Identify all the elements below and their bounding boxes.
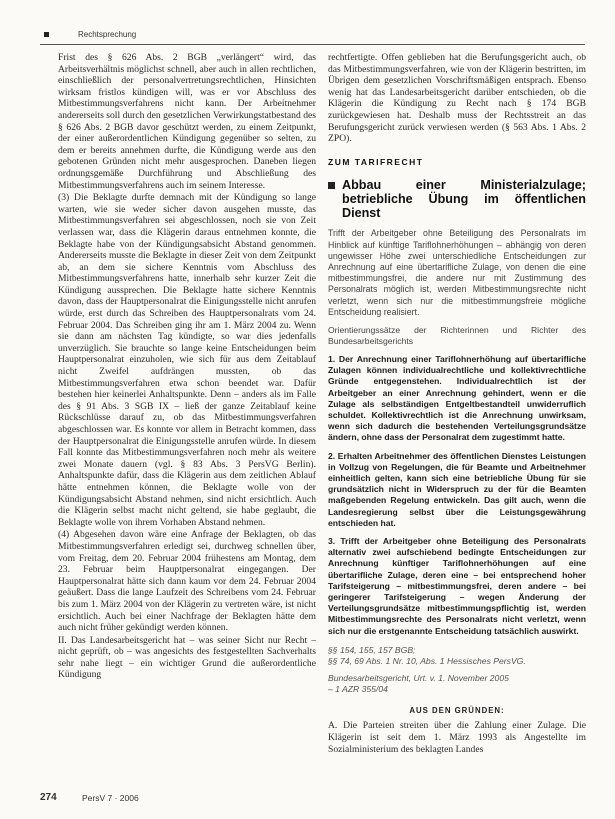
article-title-text: Abbau einer Ministerialzulage; betriebliche Übung im öffentlichen Dienst: [342, 178, 586, 221]
headnote: 3. Trifft der Arbeitgeber ohne Beteiligung des Personalrats alternativ zwei aufschiebend bedingte Entscheidungen zur Anrechnung künftiger Tariflohnerhöhungen auf eine übertarifliche Zulage, deren eine – bei entsprechend hoher Tarifsteigerung – mitbestimmungsfrei, deren andere – bei geringerer Tarifsteigerung – wegen Änderung der Verteilungsgrundsätze mitbestimmungspflichtig ist, werden Mitbestimmungsrechte des Personalrats nicht verletzt, wenn sich nur die erstgenannte Entscheidung tatsächlich auswirkt.: [328, 536, 586, 636]
page-footer: [40, 792, 585, 806]
right-top-paragraph: rechtfertigte. Offen geblieben hat die Berufungsgericht auch, ob das Mitbestimmungsverfahren, wie von der Klägerin bestritten, im Übrigen dem gesetzlichen Vorschriftsmäßigen entsprach. Ebenso wenig hat das Landesarbeitsgericht darüber entschieden, ob die Klägerin die Kündigung zu Recht nach § 174 BGB zurückgewiesen hat. Deshalb muss der Rechtsstreit an das Berufungsgericht zurück verwiesen werden (§ 563 Abs. 1 Abs. 2 ZPO).: [328, 52, 586, 145]
left-paragraph: (4) Abgesehen davon wäre eine Anfrage der Beklagten, ob das Mitbestimmungsverfahren erledigt sei, durchweg schnellen über, vom Freitag, dem 20. Februar 2004 frühestens am Montag, dem 23. Februar beim Hauptpersonalrat eingegangen. Der Hauptpersonalrat hätte sich dann kaum vor dem 24. Februar 2004 geäußert. Dass die lange Laufzeit des Schreibens vom 24. Februar bis zum 1. März 2004 von der Klägerin zu vertreten wäre, ist nicht ersichtlich. Auch bei einer Nachfrage der Beklagten hätte dem auch nicht früher gekündigt werden können.: [58, 529, 316, 634]
headnote: 2. Erhalten Arbeitnehmer des öffentlichen Dienstes Leistungen in Vollzug von Regelungen, die für Beamte und Arbeitnehmer einheitlich gelten, kann sich eine betriebliche Übung für sie grundsätzlich nicht in Widerspruch zu der für die Beamten maßgebenden Regelung entwickeln. Das gilt auch, wenn die Landesregierung selbst über die Leistungsgewährung entschieden hat.: [328, 450, 586, 528]
court-line: Bundesarbeitsgericht, Urt. v. 1. November 2005: [328, 672, 509, 683]
grounds-label: AUS DEN GRÜNDEN:: [409, 705, 505, 715]
article-title: [328, 178, 586, 220]
statute-line: §§ 154, 155, 157 BGB;: [328, 644, 416, 655]
left-paragraph: (3) Die Beklagte durfte demnach mit der Kündigung so lange warten, wie sie weder sicher davon ausgehen musste, das Mitbestimmungsverfahren sei abgeschlossen, noch sie von Zeit verlassen war, dass die Klägerin daraus entnehmen konnte, die Beklagte habe von der Kündigungsabsicht Abstand genommen. Andererseits musste die Beklagte in dieser Zeit von dem Zeitpunkt ab, an dem sie sichere Kenntnis vom Abschluss des Mitbestimmungsverfahrens hatte, innerhalb sehr kurzer Zeit die Kündigung aussprechen. Die Beklagte hatte sichere Kenntnis davon, dass der Hauptpersonalrat die Einigungsstelle nicht anrufen würde, erst durch das Schreiben des Hauptpersonalrats vom 24. Februar 2004. Das Schreiben ging ihr am 1. März 2004 zu. Wenn sie dann am nächsten Tag kündigte, so war dies jedenfalls unverzüglich. Sie brauchte so lange keine Entscheidungen beim Hauptpersonalrat einzuholen, wie sich für aus dem Zeitablauf nicht Zweifel aufdrängen mussten, ob das Mitbestimmungsverfahren etwa schon beendet war. Dafür bestehen hier keinerlei Anhaltspunkte. Denn – anders als im Falle des § 91 Abs. 3 SGB IX – ließ der ganze Zeitablauf keine Rückschlüsse darauf zu, ob das Mitbestimmungsverfahren abgeschlossen war. Es konnte vor allem in Betracht kommen, dass der Hauptpersonalrat die Einigungsstelle anrufen würde. In diesem Fall konnte das Mitbestimmungsverfahren noch mehr als weitere zwei Monate dauern (vgl. § 83 Abs. 3 PersVG Berlin). Anhaltspunkte dafür, dass die Klägerin aus dem zeitlichen Ablauf hätte entnehmen können, die Beklagte wolle von der Kündigungsabsicht Abstand nehmen, sind nicht ersichtlich. Auch die Klägerin selbst macht nicht geltend, sie habe geglaubt, die Beklagte wolle von ihrem Vorhaben Abstand nehmen.: [58, 192, 316, 528]
orientation-intro: Orientierungssätze der Richterinnen und Richter des Bundesarbeitsgerichts: [328, 324, 586, 346]
title-bullet-icon: [328, 182, 335, 189]
page-header: [40, 30, 585, 45]
journal-source: PersV 7 · 2006: [82, 793, 139, 803]
statutes: [328, 645, 586, 667]
article-lead: Trifft der Arbeitgeber ohne Beteiligung des Personalrats im Hinblick auf künftige Tariflohnerhöhungen – abhängig von deren ungewisser Höhe zwei unterschiedliche Entscheidungen zur Anrechnung auf eine übertarifliche Zulage, von denen die eine mitbestimmungsfrei, die andere nur mit Zustimmung des Personalrats möglich ist, werden Mitbestimmungsrechte nicht verletzt, wenn sich nur die mitbestimmungsfreie mögliche Entscheidung realisiert.: [328, 228, 586, 317]
grounds-text: A. Die Parteien streiten über die Zahlung einer Zulage. Die Klägerin ist seit dem 1. März 1993 als Angestellte im Sozialministerium des beklagten Landes: [328, 720, 586, 755]
left-column: [58, 52, 316, 681]
left-paragraph: Frist des § 626 Abs. 2 BGB „verlängert“ wird, das Arbeitsverhältnis möglichst schnell, aber auch in allen rechtlichen, einschließlich der personalvertretungsrechtlichen, Hinsichten wirksam fristlos kündigen will, was er vor Abschluss des Mitbestimmungsverfahrens nicht kann. Der Arbeitnehmer andererseits soll durch den gesetzlichen Verwirkungstatbestand des § 626 Abs. 2 BGB davor geschützt werden, zu einem Zeitpunkt, der einer außerordentlichen Kündigung gegenüber so selten, zu dem er bereits annehmen durfte, die Kündigung werde aus den gebotenen Gründen nicht mehr ausgesprochen. Daneben liegen ordnungsgemäße Durchführung und Abschließung des Mitbestimmungsverfahrens auch im seinem Interesse.: [58, 52, 316, 191]
page-number: 274: [40, 792, 57, 803]
statute-line: §§ 74, 69 Abs. 1 Nr. 10, Abs. 1 Hessisches PersVG.: [328, 655, 526, 666]
court-citation: [328, 673, 586, 695]
header-square-icon: [44, 32, 49, 37]
court-line: – 1 AZR 355/04: [328, 683, 388, 694]
left-paragraph: II. Das Landesarbeitsgericht hat – was seiner Sicht nur Recht – nicht geprüft, ob – was angesichts des festgestellten Sachverhalts sehr nahe liegt – ein wichtiger Grund die außerordentliche Kündigung: [58, 634, 316, 681]
headnote: 1. Der Anrechnung einer Tariflohnerhöhung auf übertarifliche Zulagen können individualrechtliche und kollektivrechtliche Gründe entgegenstehen. Individualrechtlich ist der Arbeitgeber an einer Anrechnung gehindert, wenn er die Zulage als selbständigen Entgeltbestandteil unwiderruflich schuldet. Kollektivrechtlich ist die Anrechnung unwirksam, wenn sich dadurch die bestehenden Verteilungsgrundsätze ändern, ohne dass der Personalrat dem zugestimmt hatte.: [328, 353, 586, 443]
right-column: [328, 52, 586, 755]
header-section-title: Rechtsprechung: [78, 30, 137, 39]
section-label: ZUM TARIFRECHT: [328, 156, 424, 167]
